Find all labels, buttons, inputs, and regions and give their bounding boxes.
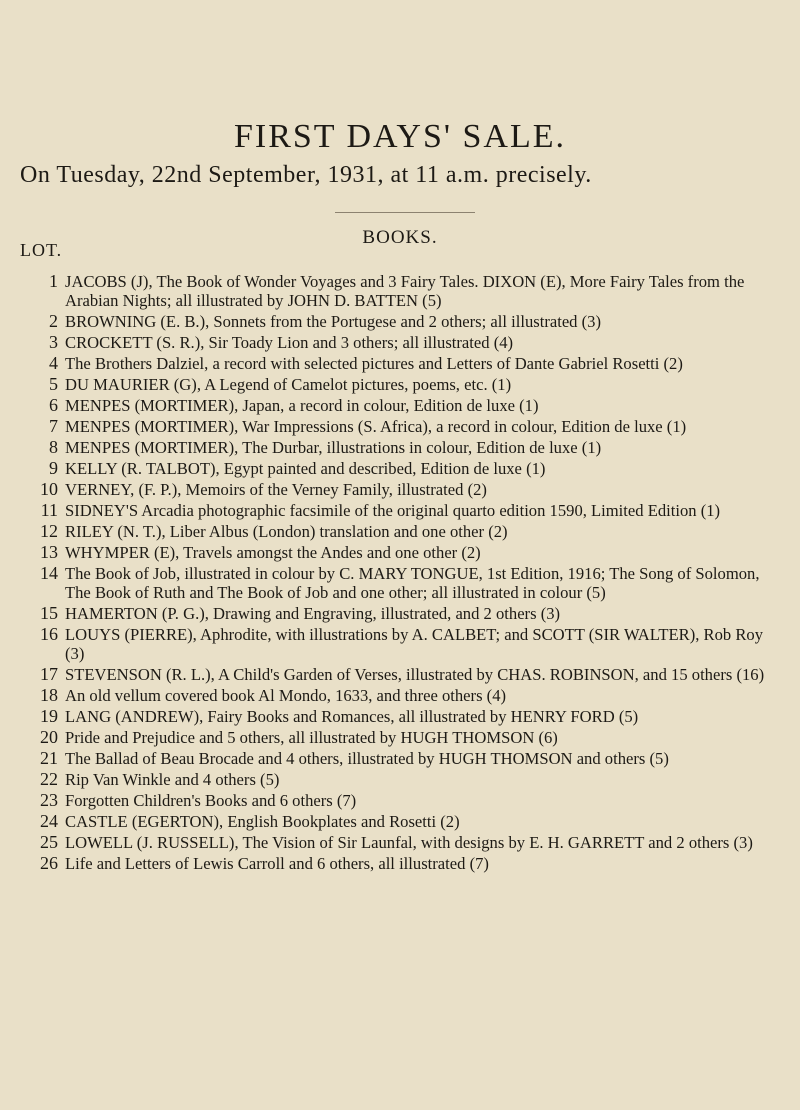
lot-number: 17 <box>40 664 58 684</box>
lot-number: 22 <box>40 769 58 789</box>
lot-number: 15 <box>40 603 58 623</box>
lot-number: 12 <box>40 521 58 541</box>
divider-rule <box>335 212 475 213</box>
lot-description: MENPES (MORTIMER), Japan, a record in colour, Edition de luxe (1) <box>65 396 539 415</box>
lot-number: 18 <box>40 685 58 705</box>
lot-number: 23 <box>40 790 58 810</box>
lot-description: CROCKETT (S. R.), Sir Toady Lion and 3 others; all illustrated (4) <box>65 333 514 352</box>
lot-entry <box>0 312 800 331</box>
lot-entry <box>0 728 800 747</box>
sale-date-subtitle: On Tuesday, 22nd September, 1931, at 11 a.m. precisely. <box>20 162 592 188</box>
lot-entry <box>0 396 800 415</box>
lot-description: The Ballad of Beau Brocade and 4 others, illustrated by HUGH THOMSON and others (5) <box>65 749 669 768</box>
lot-description: LANG (ANDREW), Fairy Books and Romances, all illustrated by HENRY FORD (5) <box>65 707 639 726</box>
lot-number: 4 <box>49 353 58 373</box>
lot-entry <box>0 665 800 684</box>
lot-list <box>0 272 800 875</box>
lot-description: HAMERTON (P. G.), Drawing and Engraving, illustrated, and 2 others (3) <box>65 604 561 623</box>
lot-number: 26 <box>40 853 58 873</box>
lot-description: Life and Letters of Lewis Carroll and 6 others, all illustrated (7) <box>65 854 489 873</box>
lot-number: 3 <box>49 332 58 352</box>
lot-description: Pride and Prejudice and 5 others, all illustrated by HUGH THOMSON (6) <box>65 728 558 747</box>
lot-number: 25 <box>40 832 58 852</box>
lot-number: 16 <box>40 624 58 644</box>
lot-entry <box>0 770 800 789</box>
lot-description: KELLY (R. TALBOT), Egypt painted and described, Edition de luxe (1) <box>65 459 546 478</box>
page-title: FIRST DAYS' SALE. <box>233 118 567 155</box>
lot-entry <box>0 375 800 394</box>
lot-entry <box>0 749 800 768</box>
lot-description: STEVENSON (R. L.), A Child's Garden of Verses, illustrated by CHAS. ROBINSON, and 15 others (16) <box>65 665 765 684</box>
lot-description: An old vellum covered book Al Mondo, 1633, and three others (4) <box>65 686 507 705</box>
lot-entry <box>0 604 800 623</box>
lot-number: 2 <box>49 311 58 331</box>
lot-number: 14 <box>40 563 58 583</box>
lot-number: 1 <box>49 271 58 291</box>
section-heading: BOOKS. <box>362 227 438 248</box>
lot-entry <box>0 354 800 373</box>
lot-number: 13 <box>40 542 58 562</box>
lot-description: The Brothers Dalziel, a record with selected pictures and Letters of Dante Gabriel Rosetti (2) <box>65 354 683 373</box>
lot-entry <box>0 272 800 310</box>
lot-number: 9 <box>49 458 58 478</box>
lot-description: RILEY (N. T.), Liber Albus (London) translation and one other (2) <box>65 522 508 541</box>
lot-description: VERNEY, (F. P.), Memoirs of the Verney Family, illustrated (2) <box>65 480 487 499</box>
lot-description: MENPES (MORTIMER), War Impressions (S. Africa), a record in colour, Edition de luxe (1) <box>65 417 687 436</box>
lot-number: 6 <box>49 395 58 415</box>
lot-number: 7 <box>49 416 58 436</box>
lot-entry <box>0 812 800 831</box>
lot-entry <box>0 333 800 352</box>
lot-number: 10 <box>40 479 58 499</box>
lot-entry <box>0 417 800 436</box>
lot-number: 21 <box>40 748 58 768</box>
lot-entry <box>0 625 800 663</box>
lot-entry <box>0 833 800 852</box>
lot-number: 19 <box>40 706 58 726</box>
lot-description: BROWNING (E. B.), Sonnets from the Portugese and 2 others; all illustrated (3) <box>65 312 601 331</box>
lot-description: The Book of Job, illustrated in colour by C. MARY TONGUE, 1st Edition, 1916; The Song of Solomon, The Book of Ruth and The Book of Job and one other; all illustrated in colour (5) <box>65 564 760 602</box>
lot-description: WHYMPER (E), Travels amongst the Andes and one other (2) <box>65 543 481 562</box>
lot-description: CASTLE (EGERTON), English Bookplates and Rosetti (2) <box>65 812 460 831</box>
lot-number: 11 <box>40 500 58 520</box>
lot-description: LOWELL (J. RUSSELL), The Vision of Sir Launfal, with designs by E. H. GARRETT and 2 others (3) <box>65 833 753 852</box>
lot-entry <box>0 522 800 541</box>
lot-entry <box>0 854 800 873</box>
lot-entry <box>0 543 800 562</box>
lot-entry <box>0 564 800 602</box>
lot-entry <box>0 791 800 810</box>
lot-column-label: LOT. <box>20 240 63 260</box>
lot-description: LOUYS (PIERRE), Aphrodite, with illustrations by A. CALBET; and SCOTT (SIR WALTER), Rob Roy (3) <box>65 625 764 663</box>
lot-number: 5 <box>49 374 58 394</box>
lot-number: 8 <box>49 437 58 457</box>
lot-number: 24 <box>40 811 58 831</box>
lot-description: JACOBS (J), The Book of Wonder Voyages and 3 Fairy Tales. DIXON (E), More Fairy Tales from the Arabian Nights; all illustrated by JOHN D. BATTEN (5) <box>65 272 745 310</box>
lot-entry <box>0 459 800 478</box>
lot-description: MENPES (MORTIMER), The Durbar, illustrations in colour, Edition de luxe (1) <box>65 438 602 457</box>
lot-entry <box>0 707 800 726</box>
lot-description: Rip Van Winkle and 4 others (5) <box>65 770 280 789</box>
lot-entry <box>0 480 800 499</box>
lot-number: 20 <box>40 727 58 747</box>
lot-description: DU MAURIER (G), A Legend of Camelot pictures, poems, etc. (1) <box>65 375 512 394</box>
lot-entry <box>0 501 800 520</box>
lot-entry <box>0 438 800 457</box>
lot-description: Forgotten Children's Books and 6 others (7) <box>65 791 357 810</box>
lot-entry <box>0 686 800 705</box>
lot-description: SIDNEY'S Arcadia photographic facsimile of the original quarto edition 1590, Limited Edition (1) <box>65 501 721 520</box>
